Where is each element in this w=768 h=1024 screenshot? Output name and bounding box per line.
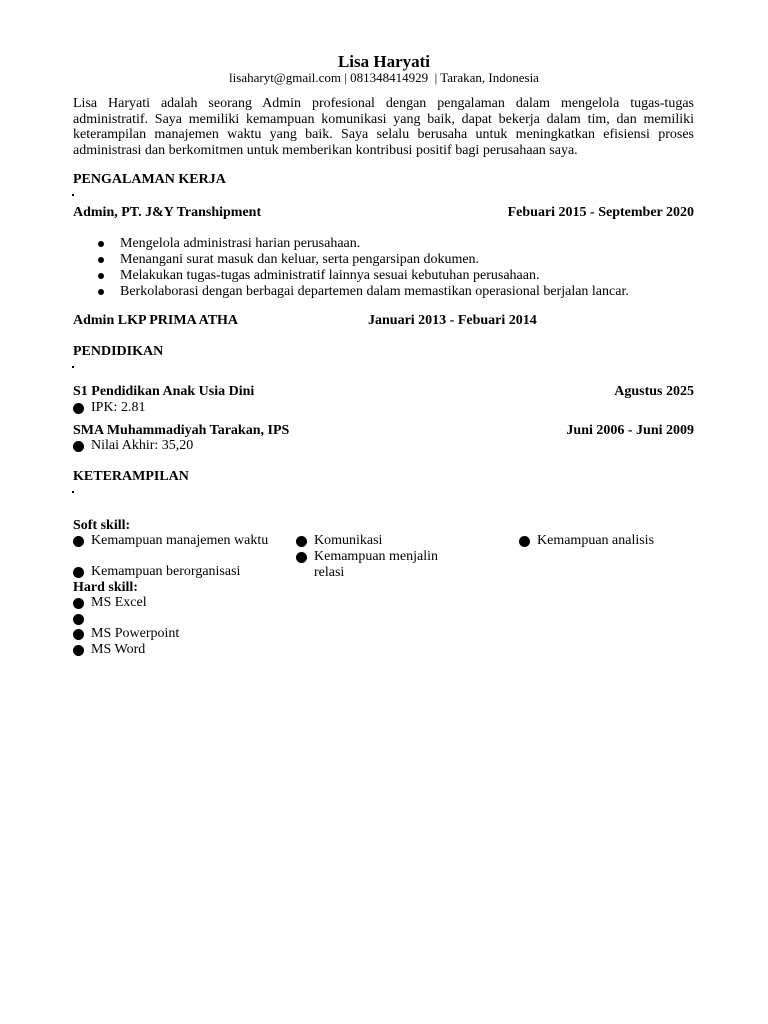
bullet-icon [73, 614, 84, 625]
soft-skill-label: Soft skill: [73, 518, 131, 533]
hard-skill-item: MS Word [73, 642, 145, 658]
education-detail: Nilai Akhir: 35,20 [73, 438, 193, 454]
education-dates: Juni 2006 - Juni 2009 [566, 423, 694, 438]
job-dates: Febuari 2015 - September 2020 [507, 205, 694, 220]
soft-skill-item: Kemampuan manajemen waktu [73, 533, 281, 549]
list-item: Berkolaborasi dengan berbagai departemen dalam memastikan operasional berjalan lancar. [98, 284, 629, 300]
education-school: S1 Pendidikan Anak Usia Dini [73, 384, 255, 399]
bullet-icon [98, 257, 104, 263]
section-marker-dot [72, 491, 74, 493]
education-heading: PENDIDIKAN [73, 344, 164, 359]
education-detail: IPK: 2.81 [73, 400, 145, 416]
hard-skill-item: MS Powerpoint [73, 626, 179, 642]
hard-skill-item: MS Excel [73, 595, 147, 611]
bullet-icon [73, 645, 84, 656]
list-item: Menangani surat masuk dan keluar, serta pengarsipan dokumen. [98, 252, 629, 268]
experience-heading: PENGALAMAN KERJA [73, 172, 226, 187]
bullet-icon [296, 536, 307, 547]
bullet-icon [73, 403, 84, 414]
list-item: Melakukan tugas-tugas administratif lainnya sesuai kebutuhan perusahaan. [98, 268, 629, 284]
job-duties-list [98, 236, 629, 300]
education-school: SMA Muhammadiyah Tarakan, IPS [73, 423, 290, 438]
section-marker-dot [72, 194, 74, 196]
job-title: Admin LKP PRIMA ATHA [73, 313, 239, 328]
bullet-icon [73, 598, 84, 609]
contact-line: lisaharyt@gmail.com | 081348414929 | Tarakan, Indonesia [229, 70, 539, 85]
soft-skill-item: Kemampuan berorganisasi [73, 564, 281, 580]
job-title: Admin, PT. J&Y Transhipment [73, 205, 262, 220]
resume-name: Lisa Haryati [337, 52, 431, 71]
bullet-icon [73, 441, 84, 452]
skills-heading: KETERAMPILAN [73, 469, 189, 484]
hard-skill-label: Hard skill: [73, 580, 138, 595]
bullet-icon [73, 567, 84, 578]
bullet-icon [98, 241, 104, 247]
bullet-icon [519, 536, 530, 547]
bullet-icon [73, 536, 84, 547]
bullet-icon [98, 289, 104, 295]
bullet-icon [98, 273, 104, 279]
bullet-icon [73, 629, 84, 640]
job-dates: Januari 2013 - Febuari 2014 [368, 313, 537, 328]
education-dates: Agustus 2025 [614, 384, 694, 399]
hard-skill-item [73, 611, 91, 626]
soft-skill-item: Komunikasi [296, 533, 474, 549]
bullet-icon [296, 552, 307, 563]
soft-skill-item: Kemampuan menjalin relasi [296, 549, 454, 580]
summary-paragraph: Lisa Haryati adalah seorang Admin profesional dengan pengalaman dalam mengelola tugas-tugas administratif. Saya memiliki kemampuan komunikasi yang baik, dapat bekerja dalam tim, dan memiliki keterampilan manajemen waktu yang baik. Saya selalu berusaha untuk meningkatkan efisiensi proses administrasi dan berkomitmen untuk memberikan kontribusi positif bagi perusahaan saya. [73, 96, 694, 158]
soft-skill-item: Kemampuan analisis [519, 533, 717, 549]
list-item: Mengelola administrasi harian perusahaan. [98, 236, 629, 252]
section-marker-dot [72, 366, 74, 368]
